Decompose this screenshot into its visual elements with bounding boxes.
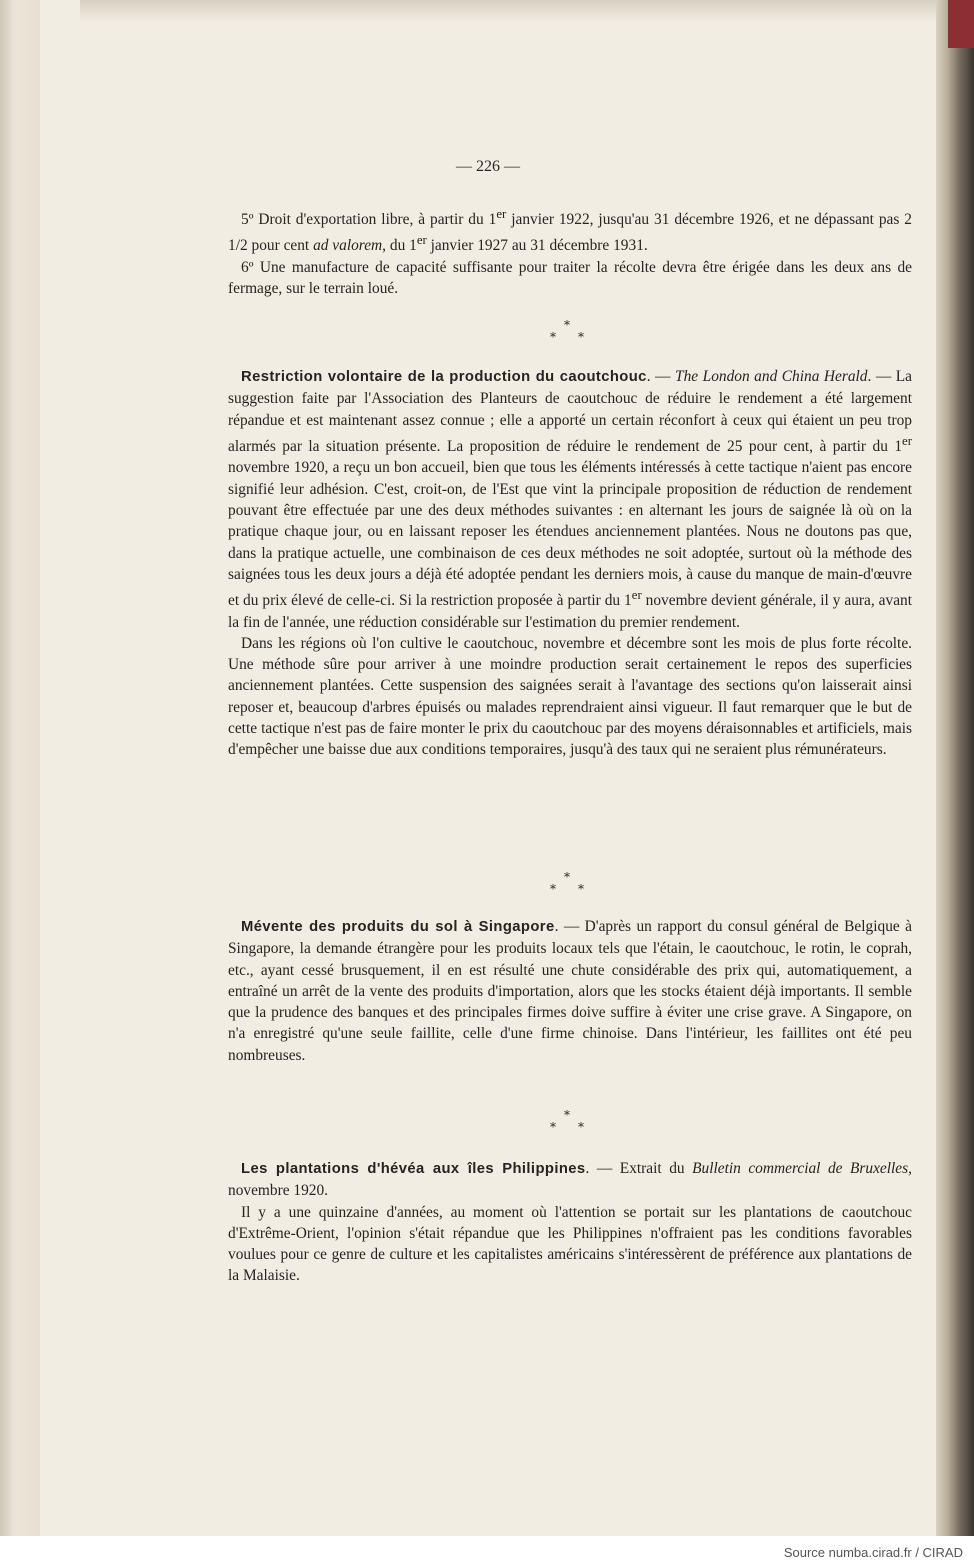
numbered-items	[228, 204, 912, 299]
separator-asterisms: * * *	[550, 870, 584, 896]
separator-asterisms: * * *	[550, 1108, 584, 1134]
book-edge	[936, 0, 974, 1536]
item-5: 5º Droit d'exportation libre, à partir du 1er janvier 1922, jusqu'au 31 décembre 1926, et ne dépassant pas 2 1/2 pour cent ad valorem, du 1er janvier 1927 au 31 décembre 1931.	[228, 207, 912, 255]
section-1-source: The London and China Herald	[675, 368, 868, 385]
section-rubber-restriction	[228, 366, 912, 761]
section-1-paragraph-2: Dans les régions où l'on cultive le caoutchouc, novembre et décembre sont les mois de plus forte récolte. Une méthode sûre pour arriver à une moindre production serait certainement le repos des superficies anciennement plantées. Cette suspension des saignées serait à l'avantage des sections qu'on laisserait ainsi reposer et, beaucoup d'arbres épuisés ou malades reprendraient ainsi vigueur. Il faut remarquer que le but de cette tactique n'est pas de faire monter le prix du caoutchouc par des moyens déraisonnables et artificiels, mais d'empêcher une baisse due aux conditions temporaires, jusqu'à des taux qui ne seraient plus rémunérateurs.	[228, 634, 912, 759]
section-3-heading: Les plantations d'hévéa aux îles Philippines. — Extrait du Bulletin commercial de Bruxelles, novembre 1920.	[228, 1160, 912, 1200]
red-cover-corner	[948, 0, 974, 48]
binding-pages	[0, 0, 41, 1536]
separator-asterisms: * * *	[550, 318, 584, 344]
section-1-paragraph-1: Restriction volontaire de la production du caoutchouc. — The London and China Herald. — La suggestion faite par l'Association des Planteurs de caoutchouc de réduire le rendement a été largement répandue et est maintenant assez connue ; elle a apporté un certain réconfort à ceux qui étaient un peu trop alarmés par la situation présente. La proposition de réduire le rendement de 25 pour cent, à partir du 1er novembre 1920, a reçu un bon accueil, bien que tous les éléments intéressés à cette tactique n'aient pas encore signifié leur adhésion. C'est, croit-on, de l'Est que vint la principale proposition de réduction de rendement pouvant être effectuée par une des deux méthodes suivantes : en alternant les jours de saignée là où on la pratique chaque jour, ou en laissant reposer les étendues anciennement plantées. Nous ne doutons pas que, dans la pratique actuelle, une combinaison de ces deux méthodes ne soit adoptée, surtout où la méthode des saignées tous les deux jours a déjà été adoptée pendant les derniers mois, à cause du manque de main-d'œuvre et du prix élevé de celle-ci. Si la restriction proposée à partir du 1er novembre devient générale, il y aura, avant la fin de l'année, une réduction considérable sur l'estimation du premier rendement.	[228, 368, 912, 631]
section-philippines	[228, 1158, 912, 1287]
page-top-shadow	[80, 0, 974, 22]
section-3-paragraph-1: Il y a une quinzaine d'années, au moment où l'attention se portait sur les plantations de caoutchouc d'Extrême-Orient, l'opinion s'était répandue que les Philippines n'offraient pas les conditions favorables voulues pour ce genre de culture et les capitalistes américains s'intéressèrent de préférence aux plantations de la Malaisie.	[228, 1203, 912, 1285]
source-credit[interactable]: Source numba.cirad.fr / CIRAD	[783, 1545, 963, 1560]
section-3-source: Bulletin commercial de Bruxelles	[692, 1160, 909, 1177]
item-6: 6º Une manufacture de capacité suffisante pour traiter la récolte devra être érigée dans les deux ans de fermage, sur le terrain loué.	[228, 258, 912, 298]
page-number: — 226 —	[456, 158, 520, 175]
section-3-title: Les plantations d'hévéa aux îles Philippines	[241, 1161, 586, 1177]
section-2-title: Mévente des produits du sol à Singapore	[241, 919, 555, 935]
section-2-paragraph-1: Mévente des produits du sol à Singapore. — D'après un rapport du consul général de Belgique à Singapore, la demande étrangère pour les produits locaux tels que l'étain, le caoutchouc, le rotin, le coprah, etc., ayant cessé brusquement, il en est résulté une chute considérable des prix qui, automatiquement, a entraîné un arrêt de la vente des produits d'importation, alors que les stocks étaient déjà importants. Il semble que la prudence des banques et des principales firmes doive suffire à éviter une crise grave. A Singapore, on n'a enregistré qu'une seule faillite, celle d'une firme chinoise. Dans l'intérieur, les faillites ont été peu nombreuses.	[228, 918, 912, 1064]
page-sheet	[40, 0, 936, 1536]
section-1-title: Restriction volontaire de la production du caoutchouc	[241, 369, 647, 385]
section-singapore	[228, 916, 912, 1066]
